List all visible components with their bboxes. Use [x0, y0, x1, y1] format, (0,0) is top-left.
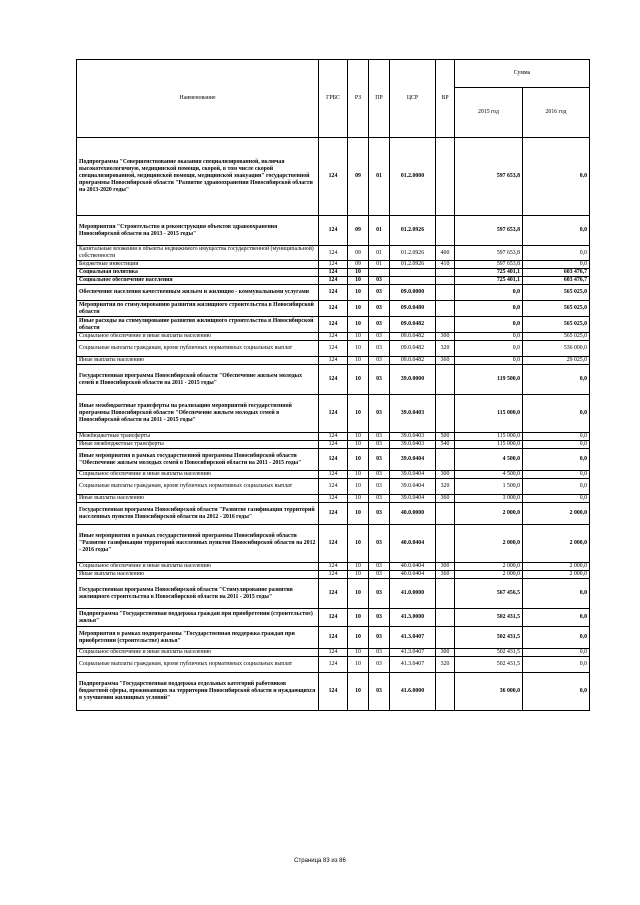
cell-name: Бюджетные инвестиции [77, 261, 319, 269]
cell-rz: 10 [348, 341, 369, 357]
cell-sum-2015: 115 000,0 [455, 433, 523, 441]
cell-sum-2016: 0,0 [523, 627, 590, 649]
cell-grbs: 124 [319, 277, 348, 285]
cell-sum-2015: 1 500,0 [455, 479, 523, 495]
cell-sum-2015: 4 500,0 [455, 471, 523, 479]
cell-name: Мероприятия "Строительство и реконструкция объектов здравоохранения Новосибирской области на 2013 - 2015 годы" [77, 216, 319, 246]
cell-sum-2015: 0,0 [455, 341, 523, 357]
cell-sum-2016: 0,0 [523, 395, 590, 433]
cell-pr: 03 [369, 525, 390, 563]
cell-name: Межбюджетные трансферты [77, 433, 319, 441]
cell-csr [390, 269, 436, 277]
cell-sum-2015: 725 401,1 [455, 277, 523, 285]
cell-name: Иные выплаты населению [77, 571, 319, 579]
cell-csr: 09.0.0482 [390, 341, 436, 357]
cell-grbs: 124 [319, 433, 348, 441]
cell-csr: 01.2.0926 [390, 216, 436, 246]
cell-sum-2016: 0,0 [523, 673, 590, 711]
cell-rz: 10 [348, 579, 369, 609]
table-row [77, 579, 590, 609]
cell-rz: 10 [348, 649, 369, 657]
cell-sum-2016: 0,0 [523, 579, 590, 609]
table-row [77, 627, 590, 649]
cell-csr: 41.0.0000 [390, 579, 436, 609]
cell-rz: 10 [348, 395, 369, 433]
cell-name: Иные выплаты населению [77, 495, 319, 503]
cell-grbs: 124 [319, 333, 348, 341]
cell-vr [436, 301, 455, 317]
cell-name: Социальное обеспечение и иные выплаты населению [77, 333, 319, 341]
table-row [77, 277, 590, 285]
cell-rz: 10 [348, 365, 369, 395]
cell-name: Социальные выплаты гражданам, кроме публичных нормативных социальных выплат [77, 479, 319, 495]
cell-name: Подпрограмма "Государственная поддержка отдельных категорий работников бюджетной сферы, проживающих на территории Новосибирской области и нуждающихся в улучшении жилищных условий" [77, 673, 319, 711]
table-row [77, 571, 590, 579]
cell-sum-2015: 0,0 [455, 301, 523, 317]
table-row [77, 433, 590, 441]
cell-rz: 10 [348, 571, 369, 579]
cell-sum-2015: 502 431,5 [455, 627, 523, 649]
cell-pr: 03 [369, 365, 390, 395]
cell-csr: 39.0.0404 [390, 449, 436, 471]
table-row [77, 216, 590, 246]
cell-pr: 03 [369, 471, 390, 479]
header-rz: РЗ [348, 60, 369, 138]
cell-grbs: 124 [319, 216, 348, 246]
cell-name: Иные межбюджетные трансферты [77, 441, 319, 449]
cell-csr: 41.3.0407 [390, 657, 436, 673]
cell-sum-2015: 597 653,8 [455, 138, 523, 216]
cell-rz: 10 [348, 525, 369, 563]
table-row [77, 479, 590, 495]
table-body [77, 138, 590, 711]
cell-sum-2015: 2 000,0 [455, 503, 523, 525]
cell-grbs: 124 [319, 571, 348, 579]
cell-sum-2015: 567 456,5 [455, 579, 523, 609]
cell-pr: 01 [369, 138, 390, 216]
cell-csr: 40.0.0404 [390, 571, 436, 579]
cell-vr [436, 525, 455, 563]
cell-pr: 03 [369, 627, 390, 649]
cell-vr: 300 [436, 649, 455, 657]
cell-vr [436, 138, 455, 216]
cell-grbs: 124 [319, 503, 348, 525]
cell-sum-2015: 597 653,8 [455, 216, 523, 246]
cell-sum-2016: 2 000,0 [523, 503, 590, 525]
table-row [77, 495, 590, 503]
cell-rz: 10 [348, 269, 369, 277]
cell-csr: 39.0.0000 [390, 365, 436, 395]
cell-vr: 320 [436, 479, 455, 495]
cell-pr: 03 [369, 503, 390, 525]
cell-sum-2015: 115 000,0 [455, 441, 523, 449]
cell-name: Государственная программа Новосибирской области "Стимулирование развития жилищного строительства в Новосибирской области на 2011 - 2015 годы" [77, 579, 319, 609]
table-row [77, 657, 590, 673]
cell-pr: 03 [369, 441, 390, 449]
cell-vr: 500 [436, 433, 455, 441]
cell-vr [436, 503, 455, 525]
cell-rz: 09 [348, 261, 369, 269]
cell-rz: 10 [348, 479, 369, 495]
table-row [77, 333, 590, 341]
cell-name: Социальное обеспечение и иные выплаты населению [77, 563, 319, 571]
cell-pr: 01 [369, 246, 390, 261]
cell-sum-2015: 119 500,0 [455, 365, 523, 395]
cell-rz: 10 [348, 673, 369, 711]
cell-name: Государственная программа Новосибирской области "Обеспечение жильем молодых семей в Новосибирской области на 2011 - 2015 годы" [77, 365, 319, 395]
cell-pr: 03 [369, 673, 390, 711]
cell-sum-2015: 597 653,8 [455, 246, 523, 261]
cell-pr: 03 [369, 433, 390, 441]
cell-sum-2016: 0,0 [523, 433, 590, 441]
cell-vr [436, 285, 455, 301]
cell-rz: 10 [348, 471, 369, 479]
table-row [77, 246, 590, 261]
cell-csr: 40.0.0404 [390, 525, 436, 563]
cell-vr: 410 [436, 261, 455, 269]
cell-name: Социальные выплаты гражданам, кроме публичных нормативных социальных выплат [77, 341, 319, 357]
cell-grbs: 124 [319, 449, 348, 471]
cell-rz: 10 [348, 285, 369, 301]
cell-rz: 10 [348, 433, 369, 441]
cell-vr: 320 [436, 657, 455, 673]
cell-pr: 03 [369, 357, 390, 365]
cell-rz: 09 [348, 246, 369, 261]
cell-csr: 09.0.0482 [390, 333, 436, 341]
cell-sum-2016: 2 000,0 [523, 571, 590, 579]
cell-grbs: 124 [319, 479, 348, 495]
cell-grbs: 124 [319, 579, 348, 609]
cell-vr: 400 [436, 246, 455, 261]
table-row [77, 138, 590, 216]
cell-pr: 03 [369, 563, 390, 571]
table-row [77, 649, 590, 657]
cell-sum-2015: 0,0 [455, 357, 523, 365]
cell-rz: 10 [348, 563, 369, 571]
cell-sum-2016: 536 000,0 [523, 341, 590, 357]
cell-csr: 01.2.0926 [390, 261, 436, 269]
cell-name: Социальное обеспечение населения [77, 277, 319, 285]
cell-vr [436, 579, 455, 609]
cell-grbs: 124 [319, 673, 348, 711]
table-row [77, 449, 590, 471]
cell-csr: 40.0.0000 [390, 503, 436, 525]
header-csr: ЦСР [390, 60, 436, 138]
table-row [77, 285, 590, 301]
cell-rz: 10 [348, 277, 369, 285]
cell-name: Иные расходы на стимулирование развития жилищного строительства в Новосибирской области [77, 317, 319, 333]
cell-rz: 10 [348, 609, 369, 627]
header-vr: ВР [436, 60, 455, 138]
table-row [77, 441, 590, 449]
cell-pr: 03 [369, 333, 390, 341]
cell-name: Мероприятия по стимулированию развития жилищного строительства в Новосибирской области [77, 301, 319, 317]
cell-grbs: 124 [319, 525, 348, 563]
cell-grbs: 124 [319, 609, 348, 627]
table-row [77, 525, 590, 563]
cell-pr [369, 269, 390, 277]
cell-vr: 360 [436, 495, 455, 503]
cell-sum-2016: 0,0 [523, 138, 590, 216]
cell-sum-2016: 0,0 [523, 365, 590, 395]
cell-grbs: 124 [319, 317, 348, 333]
cell-sum-2015: 502 431,5 [455, 649, 523, 657]
cell-grbs: 124 [319, 627, 348, 649]
cell-sum-2016: 0,0 [523, 609, 590, 627]
cell-sum-2016: 603 476,7 [523, 269, 590, 277]
cell-name: Обеспечение населения качественным жильем и жилищно - коммунальными услугами [77, 285, 319, 301]
cell-sum-2015: 502 431,5 [455, 657, 523, 673]
cell-csr: 01.2.0926 [390, 246, 436, 261]
cell-rz: 10 [348, 317, 369, 333]
cell-sum-2016: 0,0 [523, 649, 590, 657]
cell-sum-2015: 0,0 [455, 333, 523, 341]
page-footer: Страница 83 из 86 [294, 858, 346, 864]
cell-vr [436, 269, 455, 277]
cell-sum-2016: 0,0 [523, 471, 590, 479]
cell-csr: 41.6.0000 [390, 673, 436, 711]
cell-sum-2015: 2 000,0 [455, 525, 523, 563]
cell-name: Социальное обеспечение и иные выплаты населению [77, 649, 319, 657]
cell-csr: 01.2.0000 [390, 138, 436, 216]
cell-pr: 03 [369, 609, 390, 627]
cell-pr: 03 [369, 317, 390, 333]
cell-csr: 41.3.0407 [390, 649, 436, 657]
cell-sum-2016: 0,0 [523, 495, 590, 503]
cell-sum-2016: 0,0 [523, 657, 590, 673]
cell-pr: 03 [369, 277, 390, 285]
cell-vr: 300 [436, 563, 455, 571]
header-pr: ПР [369, 60, 390, 138]
cell-csr: 09.0.0482 [390, 317, 436, 333]
cell-name: Подпрограмма "Государственная поддержка граждан при приобретении (строительстве) жилья" [77, 609, 319, 627]
cell-name: Социальные выплаты гражданам, кроме публичных нормативных социальных выплат [77, 657, 319, 673]
header-grbs: ГРБС [319, 60, 348, 138]
cell-grbs: 124 [319, 357, 348, 365]
table-row [77, 365, 590, 395]
cell-rz: 09 [348, 216, 369, 246]
cell-grbs: 124 [319, 261, 348, 269]
cell-name: Мероприятия в рамках подпрограммы "Государственная поддержка граждан при приобретении (строительстве) жилья" [77, 627, 319, 649]
cell-csr: 39.0.0403 [390, 433, 436, 441]
table-row [77, 563, 590, 571]
cell-name: Подпрограмма "Совершенствование оказания специализированной, включая высокотехнологичную, медицинской помощи, скорой, в том числе скорой специализированной, медицинской помощи, медицинской эвакуации" государственной программы Новосибирской области "Развитие здравоохранения Новосибирской области на 2013-2020 годы" [77, 138, 319, 216]
cell-rz: 10 [348, 495, 369, 503]
cell-rz: 10 [348, 357, 369, 365]
cell-sum-2016: 565 025,0 [523, 285, 590, 301]
cell-pr: 03 [369, 571, 390, 579]
cell-pr: 01 [369, 216, 390, 246]
cell-sum-2016: 0,0 [523, 246, 590, 261]
cell-csr: 09.0.0000 [390, 285, 436, 301]
cell-grbs: 124 [319, 441, 348, 449]
cell-sum-2016: 0,0 [523, 441, 590, 449]
cell-pr: 01 [369, 261, 390, 269]
cell-vr [436, 627, 455, 649]
cell-rz: 10 [348, 503, 369, 525]
cell-csr: 39.0.0404 [390, 471, 436, 479]
cell-name: Социальное обеспечение и иные выплаты населению [77, 471, 319, 479]
cell-pr: 03 [369, 495, 390, 503]
cell-vr [436, 365, 455, 395]
cell-csr: 41.3.0407 [390, 627, 436, 649]
cell-sum-2016: 565 025,0 [523, 333, 590, 341]
cell-sum-2016: 603 476,7 [523, 277, 590, 285]
cell-sum-2015: 725 401,1 [455, 269, 523, 277]
cell-grbs: 124 [319, 471, 348, 479]
cell-name: Иные выплаты населению [77, 357, 319, 365]
header-name: Наименование [77, 60, 319, 138]
cell-rz: 10 [348, 449, 369, 471]
cell-sum-2016: 0,0 [523, 261, 590, 269]
cell-vr: 360 [436, 571, 455, 579]
cell-vr [436, 216, 455, 246]
cell-grbs: 124 [319, 285, 348, 301]
cell-csr: 39.0.0404 [390, 495, 436, 503]
cell-grbs: 124 [319, 138, 348, 216]
cell-pr: 03 [369, 579, 390, 609]
cell-vr [436, 277, 455, 285]
cell-sum-2015: 3 000,0 [455, 495, 523, 503]
table-row [77, 341, 590, 357]
cell-grbs: 124 [319, 246, 348, 261]
cell-grbs: 124 [319, 495, 348, 503]
cell-sum-2015: 36 000,0 [455, 673, 523, 711]
cell-rz: 10 [348, 301, 369, 317]
cell-vr [436, 395, 455, 433]
cell-sum-2015: 2 000,0 [455, 563, 523, 571]
cell-grbs: 124 [319, 649, 348, 657]
cell-csr: 40.0.0404 [390, 563, 436, 571]
cell-csr: 39.0.0403 [390, 395, 436, 433]
table-row [77, 301, 590, 317]
cell-rz: 10 [348, 441, 369, 449]
cell-rz: 10 [348, 627, 369, 649]
cell-pr: 03 [369, 395, 390, 433]
cell-pr: 03 [369, 341, 390, 357]
cell-sum-2015: 2 000,0 [455, 571, 523, 579]
cell-csr: 39.0.0404 [390, 479, 436, 495]
cell-csr [390, 277, 436, 285]
cell-grbs: 124 [319, 301, 348, 317]
cell-name: Иные межбюджетные трансферты на реализацию мероприятий государственной программы Новосибирской области "Обеспечение жильем молодых семей в Новосибирской области на 2011 - 2015 годы" [77, 395, 319, 433]
cell-name: Государственная программа Новосибирской области "Развитие газификации территорий населенных пунктов Новосибирской области на 2012 - 2016 годы" [77, 503, 319, 525]
cell-csr: 09.0.0480 [390, 301, 436, 317]
cell-rz: 10 [348, 333, 369, 341]
cell-rz: 09 [348, 138, 369, 216]
cell-grbs: 124 [319, 395, 348, 433]
cell-pr: 03 [369, 649, 390, 657]
table-row [77, 673, 590, 711]
cell-csr: 41.3.0000 [390, 609, 436, 627]
table-header [77, 60, 590, 138]
table-row [77, 317, 590, 333]
cell-grbs: 124 [319, 269, 348, 277]
cell-name: Капитальные вложения в объекты недвижимого имущества государственной (муниципальной) собственности [77, 246, 319, 261]
cell-vr [436, 609, 455, 627]
cell-sum-2015: 0,0 [455, 317, 523, 333]
cell-vr [436, 673, 455, 711]
cell-vr: 360 [436, 357, 455, 365]
table-row [77, 357, 590, 365]
cell-name: Иные мероприятия в рамках государственной программы Новосибирской области "Развитие газификации территорий населенных пунктов Новосибирской области на 2012 - 2016 годы" [77, 525, 319, 563]
cell-sum-2015: 597 653,8 [455, 261, 523, 269]
cell-name: Социальная политика [77, 269, 319, 277]
cell-sum-2015: 502 431,5 [455, 609, 523, 627]
cell-sum-2016: 0,0 [523, 479, 590, 495]
cell-vr: 320 [436, 341, 455, 357]
cell-vr [436, 317, 455, 333]
cell-sum-2016: 29 025,0 [523, 357, 590, 365]
cell-pr: 03 [369, 479, 390, 495]
budget-table [76, 59, 590, 711]
cell-sum-2016: 565 025,0 [523, 317, 590, 333]
cell-sum-2015: 115 000,0 [455, 395, 523, 433]
cell-pr: 03 [369, 657, 390, 673]
cell-vr [436, 449, 455, 471]
table-row [77, 269, 590, 277]
table-row [77, 503, 590, 525]
header-year-2016: 2016 год [523, 88, 590, 138]
cell-vr: 540 [436, 441, 455, 449]
cell-pr: 03 [369, 285, 390, 301]
cell-grbs: 124 [319, 365, 348, 395]
table-row [77, 261, 590, 269]
cell-pr: 03 [369, 301, 390, 317]
cell-sum-2016: 2 000,0 [523, 563, 590, 571]
cell-grbs: 124 [319, 341, 348, 357]
cell-vr: 300 [436, 333, 455, 341]
cell-csr: 39.0.0403 [390, 441, 436, 449]
cell-vr: 300 [436, 471, 455, 479]
cell-csr: 09.0.0482 [390, 357, 436, 365]
cell-sum-2016: 2 000,0 [523, 525, 590, 563]
cell-pr: 03 [369, 449, 390, 471]
header-year-2015: 2015 год [455, 88, 523, 138]
cell-sum-2016: 0,0 [523, 216, 590, 246]
cell-grbs: 124 [319, 657, 348, 673]
cell-rz: 10 [348, 657, 369, 673]
header-sum: Сумма [455, 60, 590, 88]
cell-grbs: 124 [319, 563, 348, 571]
cell-sum-2016: 0,0 [523, 449, 590, 471]
cell-sum-2015: 4 500,0 [455, 449, 523, 471]
cell-name: Иные мероприятия в рамках государственной программы Новосибирской области "Обеспечение жильем молодых семей в Новосибирской области на 2011 - 2015 годы" [77, 449, 319, 471]
table-row [77, 609, 590, 627]
cell-sum-2016: 565 025,0 [523, 301, 590, 317]
cell-sum-2015: 0,0 [455, 285, 523, 301]
table-row [77, 395, 590, 433]
table-row [77, 471, 590, 479]
